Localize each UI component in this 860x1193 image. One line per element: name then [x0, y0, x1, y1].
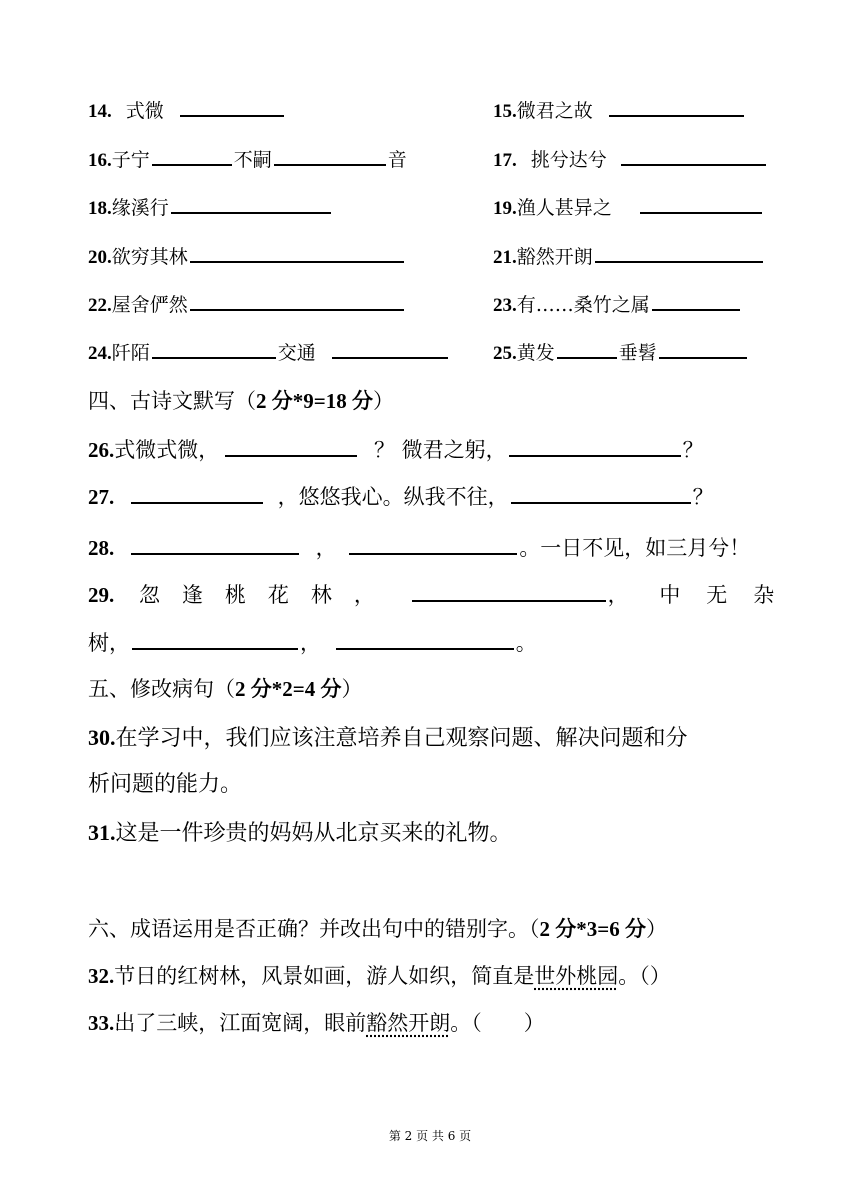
answer-blank[interactable] [152, 146, 232, 166]
item-text: 豁然开朗 [516, 246, 593, 268]
answer-blank[interactable] [509, 437, 681, 457]
answer-blank[interactable] [171, 194, 331, 214]
item-20 [88, 243, 406, 271]
question-number: 26. [88, 438, 115, 462]
section-6-heading: 六、成语运用是否正确？并改出句中的错别字。（2 分*3=6 分） [88, 917, 667, 941]
item-14 [88, 97, 286, 125]
answer-blank[interactable] [652, 291, 740, 311]
item-19 [493, 194, 764, 222]
item-number: 20. [88, 247, 112, 268]
question-28: 28. ， 。一日不见，如三月兮！ [88, 536, 751, 560]
item-22 [88, 291, 406, 319]
item-text: 子宁 [111, 149, 150, 171]
item-text: 垂髫 [618, 342, 657, 364]
item-number: 17. [493, 150, 517, 171]
answer-blank[interactable] [180, 97, 284, 117]
item-number: 24. [88, 343, 112, 364]
item-number: 18. [88, 198, 112, 219]
answer-blank[interactable] [190, 243, 404, 263]
answer-blank[interactable] [609, 97, 744, 117]
answer-blank[interactable] [190, 291, 404, 311]
item-text: 不嗣 [233, 149, 272, 171]
item-number: 16. [88, 150, 112, 171]
answer-blank[interactable] [132, 630, 298, 650]
question-32: 32.节日的红树林，风景如画，游人如织，简直是世外桃园。（） [88, 964, 671, 988]
item-25 [493, 339, 749, 367]
item-17 [493, 146, 768, 174]
question-number: 30. [88, 725, 116, 750]
item-text: 微君之故 [516, 100, 593, 122]
answer-blank[interactable] [659, 339, 747, 359]
item-text: 式微 [125, 100, 164, 122]
question-33: 33.出了三峡，江面宽阔，眼前豁然开朗。（ ） [88, 1011, 545, 1035]
item-number: 22. [88, 295, 112, 316]
question-26: 26.式微式微， ？ 微君之躬， ？ [88, 438, 704, 462]
question-30: 30.在学习中，我们应该注意培养自己观察问题、解决问题和分 [88, 725, 688, 751]
question-number: 32. [88, 964, 115, 988]
item-23 [493, 291, 742, 319]
section-4-heading: 四、古诗文默写（2 分*9=18 分） [88, 389, 394, 413]
answer-blank[interactable] [511, 484, 691, 504]
answer-blank[interactable] [152, 339, 276, 359]
question-number: 31. [88, 820, 116, 845]
question-29-continued: 树， ， 。 [88, 631, 537, 655]
question-number: 33. [88, 1011, 115, 1035]
item-24 [88, 339, 450, 367]
answer-blank[interactable] [332, 339, 448, 359]
item-text: 渔人甚异之 [516, 197, 612, 219]
idiom-text: 豁然开朗 [366, 1011, 451, 1035]
item-text: 音 [387, 149, 407, 171]
answer-blank[interactable] [595, 243, 763, 263]
item-15 [493, 97, 746, 125]
answer-blank[interactable] [349, 535, 517, 555]
question-29: 29. 忽逢桃花林， ， 中无杂 [88, 583, 801, 607]
answer-blank[interactable] [336, 630, 514, 650]
item-text: 有……桑竹之属 [516, 294, 650, 316]
answer-blank[interactable] [225, 437, 357, 457]
item-18 [88, 194, 333, 222]
item-text: 屋舍俨然 [111, 294, 188, 316]
item-16 [88, 146, 407, 174]
item-text: 交通 [277, 342, 316, 364]
item-text: 黄发 [516, 342, 555, 364]
answer-blank[interactable] [557, 339, 617, 359]
item-number: 19. [493, 198, 517, 219]
item-number: 15. [493, 101, 517, 122]
answer-blank[interactable] [640, 194, 762, 214]
item-text: 阡陌 [111, 342, 150, 364]
item-text: 欲穷其林 [111, 246, 188, 268]
item-number: 23. [493, 295, 517, 316]
question-31: 31.这是一件珍贵的妈妈从北京买来的礼物。 [88, 820, 512, 846]
question-number: 29. [88, 583, 115, 607]
answer-blank[interactable] [274, 146, 386, 166]
section-5-heading: 五、修改病句（2 分*2=4 分） [88, 677, 363, 701]
item-number: 21. [493, 247, 517, 268]
question-number: 27. [88, 485, 115, 509]
question-27: 27. ，悠悠我心。纵我不往， ？ [88, 485, 714, 509]
answer-blank[interactable] [412, 582, 606, 602]
item-text: 缘溪行 [111, 197, 169, 219]
question-number: 28. [88, 536, 115, 560]
item-number: 25. [493, 343, 517, 364]
item-21 [493, 243, 765, 271]
answer-blank[interactable] [621, 146, 766, 166]
idiom-text: 世外桃园 [534, 964, 619, 988]
answer-blank[interactable] [131, 484, 263, 504]
answer-blank[interactable] [131, 535, 299, 555]
question-30-continued: 析问题的能力。 [88, 772, 243, 797]
item-number: 14. [88, 101, 112, 122]
item-text: 挑兮达兮 [530, 149, 607, 171]
page-footer: 第 2 页 共 6 页 [388, 1129, 472, 1143]
